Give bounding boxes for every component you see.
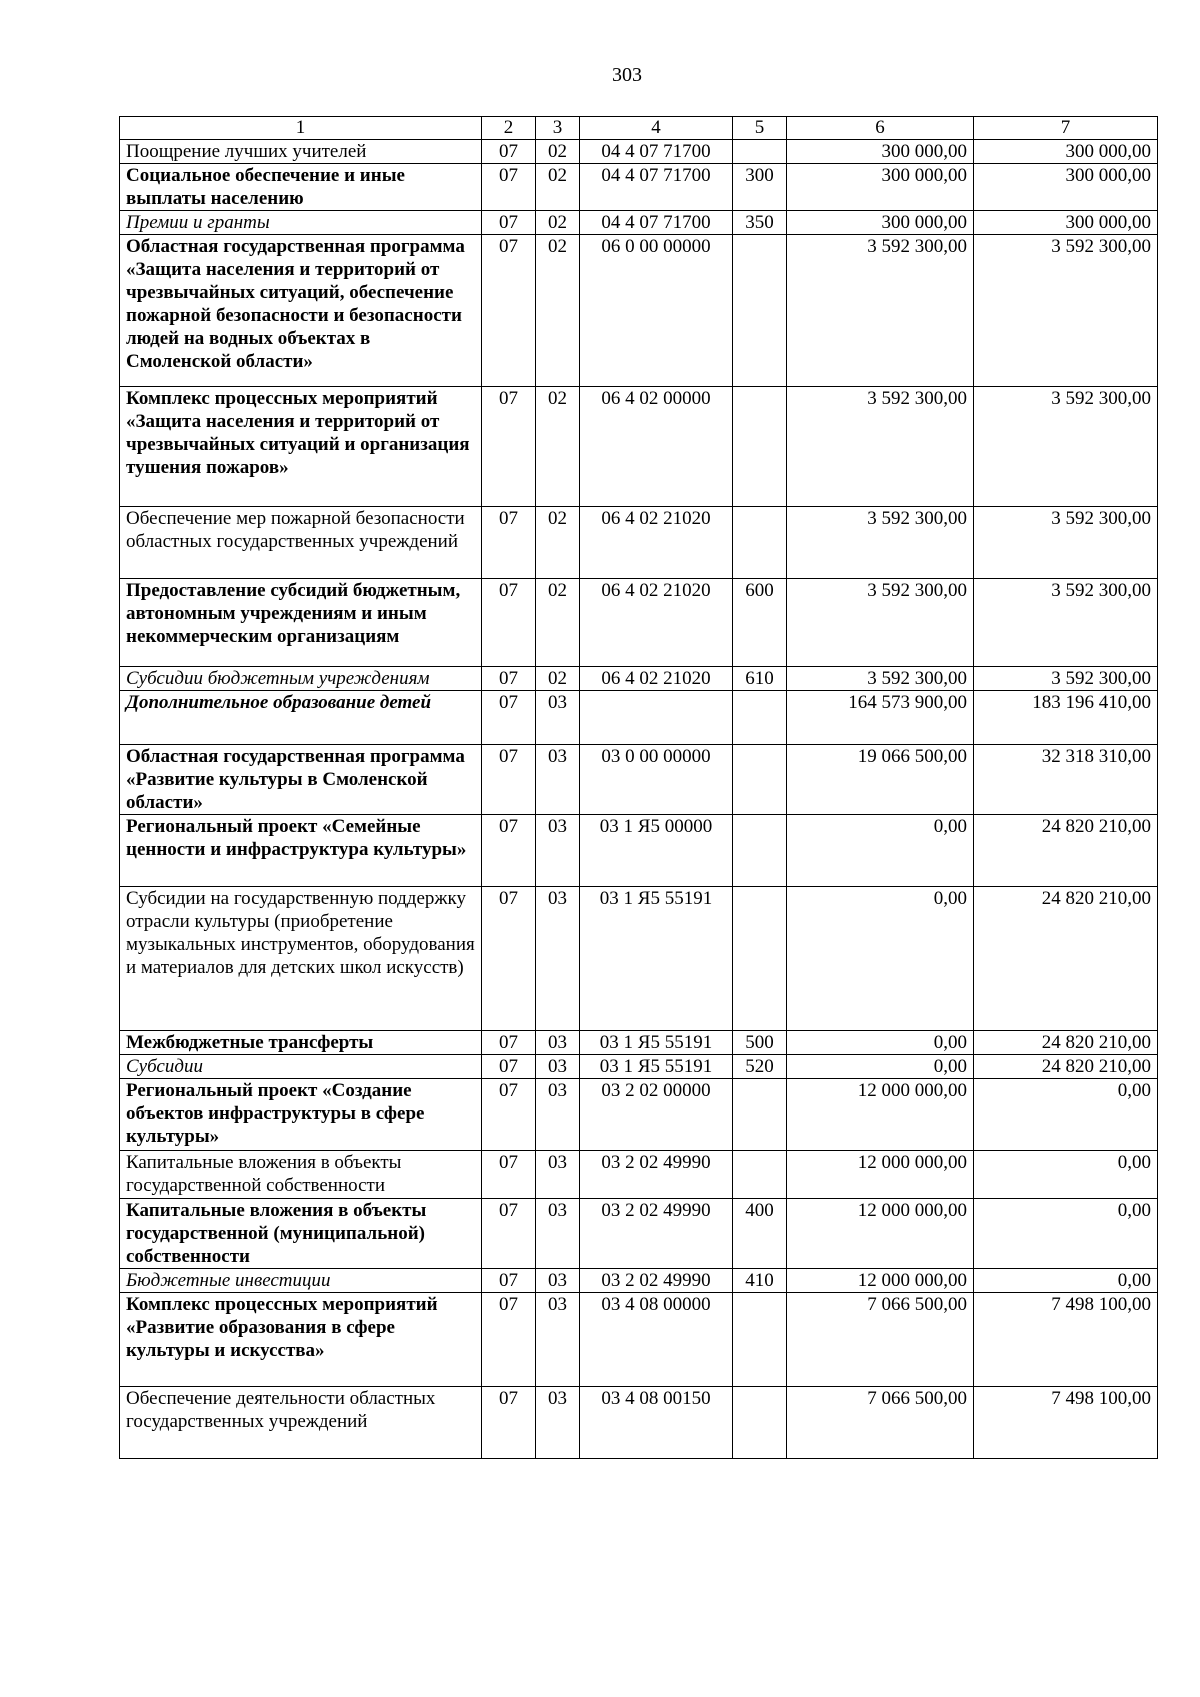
expense-type-code bbox=[733, 887, 787, 1031]
amount-year-1: 3 592 300,00 bbox=[787, 507, 974, 579]
amount-year-2: 0,00 bbox=[974, 1079, 1158, 1151]
amount-year-2: 3 592 300,00 bbox=[974, 667, 1158, 691]
table-row bbox=[120, 1387, 1158, 1459]
amount-year-1: 0,00 bbox=[787, 815, 974, 887]
section-code: 07 bbox=[482, 1031, 536, 1055]
amount-year-2: 7 498 100,00 bbox=[974, 1387, 1158, 1459]
column-header: 7 bbox=[974, 117, 1158, 140]
column-header-row bbox=[120, 117, 1158, 140]
row-name: Поощрение лучших учителей bbox=[120, 140, 482, 164]
table-row bbox=[120, 691, 1158, 745]
target-article-code: 06 4 02 21020 bbox=[580, 579, 733, 667]
target-article-code: 03 1 Я5 55191 bbox=[580, 1031, 733, 1055]
target-article-code: 03 2 02 49990 bbox=[580, 1269, 733, 1293]
amount-year-2: 24 820 210,00 bbox=[974, 815, 1158, 887]
expense-type-code: 400 bbox=[733, 1199, 787, 1269]
subsection-code: 02 bbox=[536, 579, 580, 667]
target-article-code: 04 4 07 71700 bbox=[580, 164, 733, 211]
column-header: 2 bbox=[482, 117, 536, 140]
subsection-code: 03 bbox=[536, 1387, 580, 1459]
amount-year-2: 0,00 bbox=[974, 1269, 1158, 1293]
table-row bbox=[120, 1151, 1158, 1199]
expense-type-code bbox=[733, 140, 787, 164]
subsection-code: 02 bbox=[536, 211, 580, 235]
row-name: Премии и гранты bbox=[120, 211, 482, 235]
amount-year-1: 0,00 bbox=[787, 887, 974, 1031]
amount-year-2: 24 820 210,00 bbox=[974, 887, 1158, 1031]
expense-type-code: 520 bbox=[733, 1055, 787, 1079]
target-article-code: 06 0 00 00000 bbox=[580, 235, 733, 387]
target-article-code: 03 1 Я5 55191 bbox=[580, 887, 733, 1031]
column-header: 1 bbox=[120, 117, 482, 140]
amount-year-2: 3 592 300,00 bbox=[974, 507, 1158, 579]
expense-type-code bbox=[733, 387, 787, 507]
expense-type-code bbox=[733, 1293, 787, 1387]
section-code: 07 bbox=[482, 815, 536, 887]
target-article-code: 03 0 00 00000 bbox=[580, 745, 733, 815]
table-row bbox=[120, 1199, 1158, 1269]
table-row bbox=[120, 1079, 1158, 1151]
row-name: Комплекс процессных мероприятий «Защита населения и территорий от чрезвычайных ситуаций и организация тушения пожаров» bbox=[120, 387, 482, 507]
section-code: 07 bbox=[482, 1293, 536, 1387]
subsection-code: 02 bbox=[536, 507, 580, 579]
subsection-code: 03 bbox=[536, 1151, 580, 1199]
row-name: Бюджетные инвестиции bbox=[120, 1269, 482, 1293]
section-code: 07 bbox=[482, 1079, 536, 1151]
page-number: 303 bbox=[612, 64, 642, 86]
column-header: 6 bbox=[787, 117, 974, 140]
target-article-code: 04 4 07 71700 bbox=[580, 140, 733, 164]
table-row bbox=[120, 1055, 1158, 1079]
amount-year-2: 300 000,00 bbox=[974, 211, 1158, 235]
amount-year-2: 24 820 210,00 bbox=[974, 1031, 1158, 1055]
table-row bbox=[120, 235, 1158, 387]
amount-year-2: 183 196 410,00 bbox=[974, 691, 1158, 745]
target-article-code: 03 4 08 00150 bbox=[580, 1387, 733, 1459]
expense-type-code: 410 bbox=[733, 1269, 787, 1293]
amount-year-1: 0,00 bbox=[787, 1055, 974, 1079]
section-code: 07 bbox=[482, 1151, 536, 1199]
table-row bbox=[120, 815, 1158, 887]
table-row bbox=[120, 667, 1158, 691]
table-row bbox=[120, 164, 1158, 211]
column-header: 4 bbox=[580, 117, 733, 140]
subsection-code: 03 bbox=[536, 1269, 580, 1293]
target-article-code: 06 4 02 00000 bbox=[580, 387, 733, 507]
amount-year-2: 300 000,00 bbox=[974, 164, 1158, 211]
amount-year-2: 32 318 310,00 bbox=[974, 745, 1158, 815]
amount-year-1: 300 000,00 bbox=[787, 211, 974, 235]
table-row bbox=[120, 745, 1158, 815]
target-article-code: 03 4 08 00000 bbox=[580, 1293, 733, 1387]
target-article-code: 03 1 Я5 00000 bbox=[580, 815, 733, 887]
amount-year-1: 3 592 300,00 bbox=[787, 387, 974, 507]
subsection-code: 03 bbox=[536, 887, 580, 1031]
subsection-code: 03 bbox=[536, 1031, 580, 1055]
expense-type-code bbox=[733, 1151, 787, 1199]
amount-year-1: 12 000 000,00 bbox=[787, 1151, 974, 1199]
section-code: 07 bbox=[482, 1199, 536, 1269]
budget-table bbox=[119, 116, 1158, 1459]
section-code: 07 bbox=[482, 745, 536, 815]
section-code: 07 bbox=[482, 387, 536, 507]
row-name: Субсидии на государственную поддержку отрасли культуры (приобретение музыкальных инструментов, оборудования и материалов для детских школ искусств) bbox=[120, 887, 482, 1031]
row-name: Областная государственная программа «Развитие культуры в Смоленской области» bbox=[120, 745, 482, 815]
subsection-code: 03 bbox=[536, 1079, 580, 1151]
section-code: 07 bbox=[482, 887, 536, 1031]
section-code: 07 bbox=[482, 140, 536, 164]
row-name: Региональный проект «Создание объектов инфраструктуры в сфере культуры» bbox=[120, 1079, 482, 1151]
target-article-code: 06 4 02 21020 bbox=[580, 667, 733, 691]
subsection-code: 02 bbox=[536, 387, 580, 507]
expense-type-code bbox=[733, 1387, 787, 1459]
subsection-code: 03 bbox=[536, 745, 580, 815]
expense-type-code: 600 bbox=[733, 579, 787, 667]
row-name: Обеспечение деятельности областных государственных учреждений bbox=[120, 1387, 482, 1459]
amount-year-2: 3 592 300,00 bbox=[974, 235, 1158, 387]
expense-type-code: 350 bbox=[733, 211, 787, 235]
table-row bbox=[120, 1293, 1158, 1387]
section-code: 07 bbox=[482, 235, 536, 387]
row-name: Субсидии бюджетным учреждениям bbox=[120, 667, 482, 691]
table-row bbox=[120, 887, 1158, 1031]
row-name: Субсидии bbox=[120, 1055, 482, 1079]
subsection-code: 02 bbox=[536, 164, 580, 211]
expense-type-code bbox=[733, 815, 787, 887]
target-article-code: 04 4 07 71700 bbox=[580, 211, 733, 235]
table-row bbox=[120, 387, 1158, 507]
row-name: Областная государственная программа «Защита населения и территорий от чрезвычайных ситуаций, обеспечение пожарной безопасности и безопасности людей на водных объектах в Смоленской области» bbox=[120, 235, 482, 387]
amount-year-1: 300 000,00 bbox=[787, 164, 974, 211]
section-code: 07 bbox=[482, 1269, 536, 1293]
amount-year-1: 7 066 500,00 bbox=[787, 1387, 974, 1459]
section-code: 07 bbox=[482, 1055, 536, 1079]
section-code: 07 bbox=[482, 667, 536, 691]
expense-type-code bbox=[733, 1079, 787, 1151]
amount-year-1: 19 066 500,00 bbox=[787, 745, 974, 815]
amount-year-1: 12 000 000,00 bbox=[787, 1269, 974, 1293]
amount-year-2: 300 000,00 bbox=[974, 140, 1158, 164]
subsection-code: 02 bbox=[536, 235, 580, 387]
row-name: Дополнительное образование детей bbox=[120, 691, 482, 745]
subsection-code: 02 bbox=[536, 667, 580, 691]
section-code: 07 bbox=[482, 211, 536, 235]
section-code: 07 bbox=[482, 691, 536, 745]
row-name: Социальное обеспечение и иные выплаты населению bbox=[120, 164, 482, 211]
section-code: 07 bbox=[482, 507, 536, 579]
table-row bbox=[120, 211, 1158, 235]
amount-year-1: 3 592 300,00 bbox=[787, 667, 974, 691]
amount-year-2: 0,00 bbox=[974, 1151, 1158, 1199]
table-row bbox=[120, 579, 1158, 667]
amount-year-2: 7 498 100,00 bbox=[974, 1293, 1158, 1387]
amount-year-2: 0,00 bbox=[974, 1199, 1158, 1269]
target-article-code: 03 2 02 49990 bbox=[580, 1151, 733, 1199]
amount-year-1: 7 066 500,00 bbox=[787, 1293, 974, 1387]
expense-type-code: 610 bbox=[733, 667, 787, 691]
row-name: Обеспечение мер пожарной безопасности областных государственных учреждений bbox=[120, 507, 482, 579]
expense-type-code bbox=[733, 745, 787, 815]
target-article-code: 03 2 02 00000 bbox=[580, 1079, 733, 1151]
target-article-code: 06 4 02 21020 bbox=[580, 507, 733, 579]
target-article-code: 03 2 02 49990 bbox=[580, 1199, 733, 1269]
amount-year-1: 3 592 300,00 bbox=[787, 235, 974, 387]
row-name: Комплекс процессных мероприятий «Развитие образования в сфере культуры и искусства» bbox=[120, 1293, 482, 1387]
expense-type-code bbox=[733, 507, 787, 579]
amount-year-2: 3 592 300,00 bbox=[974, 579, 1158, 667]
row-name: Региональный проект «Семейные ценности и инфраструктура культуры» bbox=[120, 815, 482, 887]
amount-year-1: 3 592 300,00 bbox=[787, 579, 974, 667]
row-name: Капитальные вложения в объекты государственной (муниципальной) собственности bbox=[120, 1199, 482, 1269]
amount-year-2: 24 820 210,00 bbox=[974, 1055, 1158, 1079]
expense-type-code bbox=[733, 691, 787, 745]
table-row bbox=[120, 1031, 1158, 1055]
amount-year-1: 0,00 bbox=[787, 1031, 974, 1055]
subsection-code: 03 bbox=[536, 1293, 580, 1387]
amount-year-1: 12 000 000,00 bbox=[787, 1199, 974, 1269]
row-name: Капитальные вложения в объекты государственной собственности bbox=[120, 1151, 482, 1199]
expense-type-code bbox=[733, 235, 787, 387]
section-code: 07 bbox=[482, 164, 536, 211]
table-row bbox=[120, 140, 1158, 164]
section-code: 07 bbox=[482, 1387, 536, 1459]
amount-year-2: 3 592 300,00 bbox=[974, 387, 1158, 507]
table-row bbox=[120, 1269, 1158, 1293]
subsection-code: 03 bbox=[536, 1199, 580, 1269]
expense-type-code: 300 bbox=[733, 164, 787, 211]
table-row bbox=[120, 507, 1158, 579]
target-article-code bbox=[580, 691, 733, 745]
subsection-code: 03 bbox=[536, 1055, 580, 1079]
amount-year-1: 300 000,00 bbox=[787, 140, 974, 164]
row-name: Межбюджетные трансферты bbox=[120, 1031, 482, 1055]
subsection-code: 02 bbox=[536, 140, 580, 164]
section-code: 07 bbox=[482, 579, 536, 667]
subsection-code: 03 bbox=[536, 691, 580, 745]
amount-year-1: 164 573 900,00 bbox=[787, 691, 974, 745]
row-name: Предоставление субсидий бюджетным, автономным учреждениям и иным некоммерческим организациям bbox=[120, 579, 482, 667]
target-article-code: 03 1 Я5 55191 bbox=[580, 1055, 733, 1079]
expense-type-code: 500 bbox=[733, 1031, 787, 1055]
amount-year-1: 12 000 000,00 bbox=[787, 1079, 974, 1151]
column-header: 3 bbox=[536, 117, 580, 140]
subsection-code: 03 bbox=[536, 815, 580, 887]
column-header: 5 bbox=[733, 117, 787, 140]
